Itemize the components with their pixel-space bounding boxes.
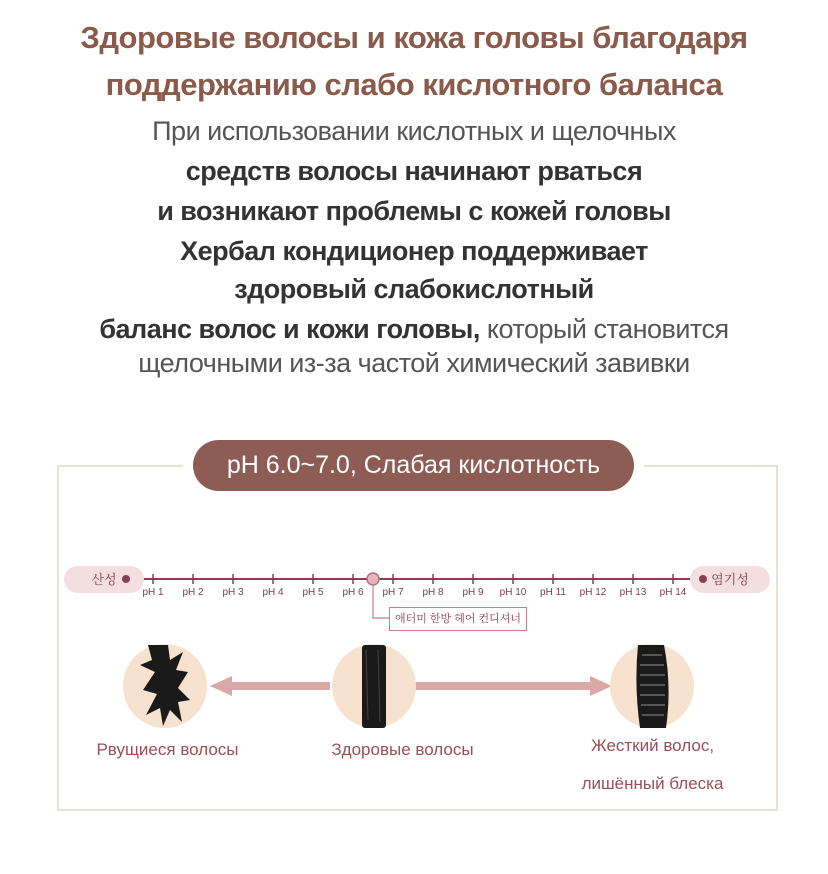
ph-tick-label: pH 12 <box>579 587 607 598</box>
hair-circle-right <box>610 644 694 728</box>
ph-tick-label: pH 2 <box>182 587 204 598</box>
ph-tick-label: pH 10 <box>499 587 527 598</box>
ph-tick-label: pH 11 <box>540 587 566 598</box>
ph-tick-label: pH 6 <box>342 587 364 598</box>
ph-tick-label: pH 4 <box>262 587 284 598</box>
ph-tick-label: pH 7 <box>382 587 404 598</box>
body-line-1: При использовании кислотных и щелочных <box>152 116 676 146</box>
body-line-6-bold: баланс волос и кожи головы, <box>99 314 480 344</box>
ph-tick-label: pH 5 <box>302 587 324 598</box>
heading-line-1: Здоровые волосы и кожа головы благодаря <box>80 20 748 55</box>
body-line-6-normal: который становится <box>486 314 729 344</box>
product-marker-label: 애터미 한방 헤어 컨디셔너 <box>389 607 527 631</box>
ph-tick-label: pH 14 <box>659 587 687 598</box>
ph-tick-label: pH 8 <box>422 587 444 598</box>
caption-healthy-hair: Здоровые волосы <box>331 740 474 759</box>
body-line-7: щелочными из-за частой химический завивки <box>138 348 690 378</box>
body-line-3: и возникают проблемы с кожей головы <box>157 196 671 226</box>
arrow-right <box>415 676 612 696</box>
ph-range-pill: pH 6.0~7.0, Слабая кислотность <box>193 440 634 491</box>
acidic-end-dot <box>120 573 132 585</box>
ph-tick-label: pH 13 <box>619 587 647 598</box>
hair-circle-center <box>332 644 416 728</box>
caption-broken-hair: Рвущиеся волосы <box>96 740 239 759</box>
body-line-2: средств волосы начинают рваться <box>185 156 643 186</box>
ph-tick-label: pH 3 <box>222 587 244 598</box>
body-line-5: здоровый слабокислотный <box>234 274 594 304</box>
alkaline-end-label: 염기성 <box>690 566 770 593</box>
caption-rough-hair-line-2: лишённый блеска <box>581 774 724 793</box>
alkaline-end-dot <box>697 573 709 585</box>
body-line-4: Хербал кондиционер поддерживает <box>180 236 648 266</box>
heading-line-2: поддержанию слабо кислотного баланса <box>105 67 723 102</box>
acidic-end-label: 산성 <box>64 566 144 593</box>
ph-tick-label: pH 9 <box>462 587 484 598</box>
arrow-left <box>210 676 330 696</box>
hair-circle-left <box>123 644 207 728</box>
ph-tick-label: pH 1 <box>142 587 164 598</box>
caption-rough-hair-line-1: Жесткий волос, <box>590 736 715 755</box>
ph-marker-dot <box>367 573 379 585</box>
